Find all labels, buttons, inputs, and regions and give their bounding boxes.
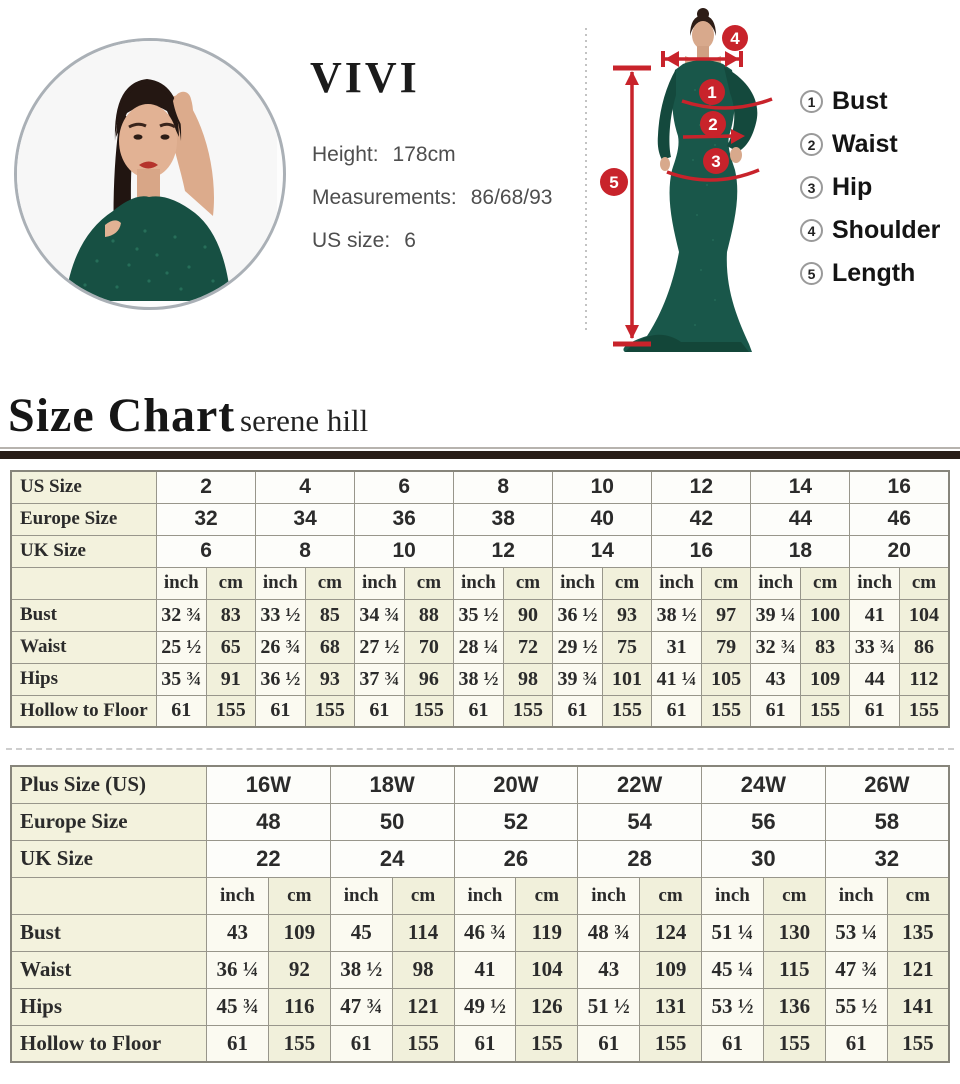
unit-cell: cm (763, 877, 825, 914)
legend-item-hip (800, 166, 940, 209)
model-portrait (14, 38, 286, 310)
data-cell: 45 ¼ (702, 951, 764, 988)
data-cell: 49 ½ (454, 988, 516, 1025)
data-cell: 70 (404, 631, 454, 663)
measurements-line (312, 186, 552, 229)
data-cell: 53 ½ (702, 988, 764, 1025)
data-cell: 98 (503, 663, 553, 695)
data-cell: 55 ½ (825, 988, 887, 1025)
table-row (11, 471, 949, 503)
table-row (11, 599, 949, 631)
data-cell: 26 ¾ (256, 631, 306, 663)
legend-num-4: 4 (800, 219, 823, 242)
size-cell: 58 (825, 803, 949, 840)
size-cell: 18W (330, 766, 454, 803)
legend-label-hip: Hip (832, 173, 873, 201)
unit-cell: inch (157, 567, 207, 599)
standard-size-table-body (11, 471, 949, 727)
legend-item-shoulder (800, 209, 940, 252)
data-cell: 155 (516, 1025, 578, 1062)
legend-label-waist: Waist (832, 130, 898, 158)
table-row (11, 803, 949, 840)
data-cell: 83 (206, 599, 256, 631)
data-cell: 36 ¼ (207, 951, 269, 988)
model-portrait-illustration (17, 41, 277, 301)
data-cell: 98 (392, 951, 454, 988)
unit-cell: inch (330, 877, 392, 914)
data-cell: 155 (602, 695, 652, 727)
data-cell: 90 (503, 599, 553, 631)
data-cell: 155 (701, 695, 751, 727)
data-cell: 61 (578, 1025, 640, 1062)
table-row (11, 535, 949, 567)
data-cell: 119 (516, 914, 578, 951)
row-label: Europe Size (11, 503, 157, 535)
row-label: Bust (11, 599, 157, 631)
row-label: Plus Size (US) (11, 766, 207, 803)
heading-divider-thick (0, 451, 960, 459)
data-cell: 72 (503, 631, 553, 663)
data-cell: 61 (157, 695, 207, 727)
data-cell: 92 (268, 951, 330, 988)
table-row (11, 840, 949, 877)
legend-label-bust: Bust (832, 87, 888, 115)
data-cell: 61 (652, 695, 702, 727)
legend-num-3: 3 (800, 176, 823, 199)
unit-cell: cm (404, 567, 454, 599)
legend-label-length: Length (832, 259, 916, 287)
data-cell: 45 (330, 914, 392, 951)
data-cell: 33 ¾ (850, 631, 900, 663)
legend-item-bust (800, 80, 940, 123)
data-cell: 83 (800, 631, 850, 663)
measurements-value: 86/68/93 (470, 186, 553, 209)
measurements-label: Measurements: (312, 186, 457, 209)
data-cell: 155 (404, 695, 454, 727)
data-cell: 104 (899, 599, 949, 631)
row-label: Hips (11, 663, 157, 695)
data-cell: 61 (454, 1025, 516, 1062)
data-cell: 109 (800, 663, 850, 695)
size-cell: 50 (330, 803, 454, 840)
data-cell: 101 (602, 663, 652, 695)
data-cell: 28 ¼ (454, 631, 504, 663)
size-cell: 44 (751, 503, 850, 535)
brand-name: VIVI (310, 53, 420, 102)
data-cell: 36 ½ (256, 663, 306, 695)
size-cell: 10 (553, 471, 652, 503)
data-cell: 155 (763, 1025, 825, 1062)
height-line (312, 143, 552, 186)
unit-cell: inch (825, 877, 887, 914)
unit-cell: inch (850, 567, 900, 599)
unit-cell: inch (751, 567, 801, 599)
data-cell: 61 (454, 695, 504, 727)
table-row (11, 914, 949, 951)
data-cell: 155 (899, 695, 949, 727)
size-cell: 38 (454, 503, 553, 535)
size-cell: 2 (157, 471, 256, 503)
legend-item-waist (800, 123, 940, 166)
data-cell: 41 (454, 951, 516, 988)
data-cell: 86 (899, 631, 949, 663)
table-row (11, 877, 949, 914)
data-cell: 155 (206, 695, 256, 727)
data-cell: 61 (256, 695, 306, 727)
size-cell: 6 (355, 471, 454, 503)
table-row (11, 766, 949, 803)
size-cell: 12 (454, 535, 553, 567)
size-cell: 24 (330, 840, 454, 877)
data-cell: 32 ¾ (157, 599, 207, 631)
data-cell: 61 (330, 1025, 392, 1062)
size-cell: 8 (454, 471, 553, 503)
size-cell: 46 (850, 503, 949, 535)
data-cell: 43 (578, 951, 640, 988)
page-subtitle: serene hill (240, 403, 369, 438)
table-row (11, 695, 949, 727)
data-cell: 141 (887, 988, 949, 1025)
data-cell: 109 (640, 951, 702, 988)
data-cell: 51 ¼ (702, 914, 764, 951)
size-cell: 48 (207, 803, 331, 840)
unit-cell: cm (602, 567, 652, 599)
row-label: Hollow to Floor (11, 1025, 207, 1062)
data-cell: 126 (516, 988, 578, 1025)
us-size-value: 6 (404, 229, 416, 252)
data-cell: 43 (751, 663, 801, 695)
legend-num-5: 5 (800, 262, 823, 285)
unit-cell: inch (256, 567, 306, 599)
data-cell: 41 ¼ (652, 663, 702, 695)
badge-2-num: 2 (708, 115, 718, 134)
size-cell: 10 (355, 535, 454, 567)
page-title: Size Chart (8, 389, 236, 442)
unit-cell: cm (640, 877, 702, 914)
unit-cell: inch (578, 877, 640, 914)
data-cell: 39 ¾ (553, 663, 603, 695)
plus-size-table-body (11, 766, 949, 1062)
data-cell: 97 (701, 599, 751, 631)
data-cell: 112 (899, 663, 949, 695)
size-cell: 16 (652, 535, 751, 567)
data-cell: 33 ½ (256, 599, 306, 631)
unit-cell: cm (503, 567, 553, 599)
data-cell: 100 (800, 599, 850, 631)
unit-cell: cm (392, 877, 454, 914)
data-cell: 39 ¼ (751, 599, 801, 631)
unit-cell: inch (207, 877, 269, 914)
data-cell: 27 ½ (355, 631, 405, 663)
unit-cell: inch (454, 877, 516, 914)
unit-cell: cm (516, 877, 578, 914)
data-cell: 136 (763, 988, 825, 1025)
row-label: UK Size (11, 535, 157, 567)
data-cell: 61 (207, 1025, 269, 1062)
data-cell: 155 (800, 695, 850, 727)
heading-divider-thin (0, 447, 960, 449)
table-row (11, 1025, 949, 1062)
model-info (312, 143, 552, 272)
data-cell: 47 ¾ (825, 951, 887, 988)
row-label: UK Size (11, 840, 207, 877)
table-row (11, 988, 949, 1025)
data-cell: 47 ¾ (330, 988, 392, 1025)
size-cell: 18 (751, 535, 850, 567)
data-cell: 155 (640, 1025, 702, 1062)
table-row (11, 567, 949, 599)
size-cell: 14 (751, 471, 850, 503)
unit-cell: cm (701, 567, 751, 599)
data-cell: 61 (825, 1025, 887, 1062)
size-cell: 56 (702, 803, 826, 840)
data-cell: 61 (751, 695, 801, 727)
data-cell: 34 ¾ (355, 599, 405, 631)
data-cell: 36 ½ (553, 599, 603, 631)
size-cell: 6 (157, 535, 256, 567)
data-cell: 61 (850, 695, 900, 727)
size-cell: 26W (825, 766, 949, 803)
size-cell: 14 (553, 535, 652, 567)
data-cell: 46 ¾ (454, 914, 516, 951)
measure-legend (800, 80, 940, 295)
size-cell: 16 (850, 471, 949, 503)
badge-4-num: 4 (730, 29, 740, 48)
data-cell: 32 ¾ (751, 631, 801, 663)
data-cell: 91 (206, 663, 256, 695)
size-cell: 22 (207, 840, 331, 877)
unit-cell: cm (268, 877, 330, 914)
plus-size-table (10, 765, 950, 1063)
data-cell: 135 (887, 914, 949, 951)
unit-cell: cm (305, 567, 355, 599)
row-label (11, 877, 207, 914)
data-cell: 115 (763, 951, 825, 988)
us-size-line (312, 229, 552, 272)
legend-item-length (800, 252, 940, 295)
row-label: US Size (11, 471, 157, 503)
data-cell: 121 (887, 951, 949, 988)
size-cell: 26 (454, 840, 578, 877)
height-value: 178cm (392, 143, 456, 166)
unit-cell: inch (652, 567, 702, 599)
badge-3-num: 3 (711, 152, 721, 171)
data-cell: 25 ½ (157, 631, 207, 663)
size-cell: 32 (157, 503, 256, 535)
data-cell: 155 (887, 1025, 949, 1062)
data-cell: 38 ½ (652, 599, 702, 631)
data-cell: 38 ½ (330, 951, 392, 988)
data-cell: 104 (516, 951, 578, 988)
table-row (11, 631, 949, 663)
row-label (11, 567, 157, 599)
row-label: Bust (11, 914, 207, 951)
table-row (11, 503, 949, 535)
size-cell: 20 (850, 535, 949, 567)
data-cell: 79 (701, 631, 751, 663)
badge-5-num: 5 (609, 173, 619, 192)
data-cell: 114 (392, 914, 454, 951)
size-cell: 42 (652, 503, 751, 535)
data-cell: 53 ¼ (825, 914, 887, 951)
data-cell: 29 ½ (553, 631, 603, 663)
standard-size-table (10, 470, 950, 728)
data-cell: 155 (503, 695, 553, 727)
data-cell: 65 (206, 631, 256, 663)
height-label: Height: (312, 143, 379, 166)
data-cell: 43 (207, 914, 269, 951)
legend-num-1: 1 (800, 90, 823, 113)
data-cell: 75 (602, 631, 652, 663)
data-cell: 45 ¾ (207, 988, 269, 1025)
unit-cell: cm (800, 567, 850, 599)
size-cell: 52 (454, 803, 578, 840)
size-cell: 8 (256, 535, 355, 567)
data-cell: 96 (404, 663, 454, 695)
unit-cell: inch (702, 877, 764, 914)
data-cell: 31 (652, 631, 702, 663)
row-label: Europe Size (11, 803, 207, 840)
row-label: Waist (11, 631, 157, 663)
data-cell: 155 (268, 1025, 330, 1062)
size-cell: 12 (652, 471, 751, 503)
size-cell: 36 (355, 503, 454, 535)
data-cell: 61 (553, 695, 603, 727)
size-cell: 34 (256, 503, 355, 535)
data-cell: 105 (701, 663, 751, 695)
data-cell: 61 (702, 1025, 764, 1062)
data-cell: 61 (355, 695, 405, 727)
size-cell: 24W (702, 766, 826, 803)
table-row (11, 663, 949, 695)
data-cell: 116 (268, 988, 330, 1025)
data-cell: 35 ¾ (157, 663, 207, 695)
size-cell: 30 (702, 840, 826, 877)
legend-num-2: 2 (800, 133, 823, 156)
data-cell: 41 (850, 599, 900, 631)
data-cell: 68 (305, 631, 355, 663)
size-cell: 16W (207, 766, 331, 803)
size-cell: 40 (553, 503, 652, 535)
data-cell: 88 (404, 599, 454, 631)
row-label: Hollow to Floor (11, 695, 157, 727)
size-cell: 22W (578, 766, 702, 803)
badge-1-num: 1 (707, 83, 717, 102)
unit-cell: cm (887, 877, 949, 914)
unit-cell: cm (206, 567, 256, 599)
unit-cell: inch (454, 567, 504, 599)
data-cell: 48 ¾ (578, 914, 640, 951)
size-cell: 32 (825, 840, 949, 877)
unit-cell: inch (355, 567, 405, 599)
data-cell: 93 (602, 599, 652, 631)
table-separator (6, 748, 954, 750)
size-cell: 20W (454, 766, 578, 803)
data-cell: 93 (305, 663, 355, 695)
data-cell: 131 (640, 988, 702, 1025)
data-cell: 130 (763, 914, 825, 951)
data-cell: 155 (305, 695, 355, 727)
data-cell: 124 (640, 914, 702, 951)
row-label: Hips (11, 988, 207, 1025)
size-cell: 28 (578, 840, 702, 877)
unit-cell: cm (899, 567, 949, 599)
size-cell: 54 (578, 803, 702, 840)
data-cell: 121 (392, 988, 454, 1025)
data-cell: 35 ½ (454, 599, 504, 631)
unit-cell: inch (553, 567, 603, 599)
data-cell: 37 ¾ (355, 663, 405, 695)
data-cell: 38 ½ (454, 663, 504, 695)
table-row (11, 951, 949, 988)
us-size-label: US size: (312, 229, 391, 252)
row-label: Waist (11, 951, 207, 988)
data-cell: 44 (850, 663, 900, 695)
legend-label-shoulder: Shoulder (832, 216, 941, 244)
data-cell: 85 (305, 599, 355, 631)
data-cell: 109 (268, 914, 330, 951)
data-cell: 51 ½ (578, 988, 640, 1025)
size-cell: 4 (256, 471, 355, 503)
data-cell: 155 (392, 1025, 454, 1062)
